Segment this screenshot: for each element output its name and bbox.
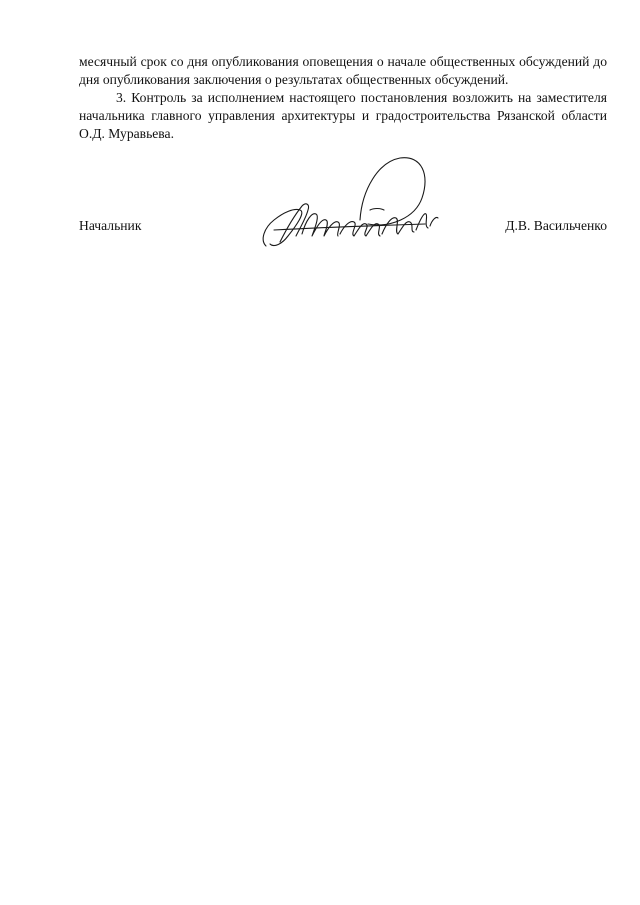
handwritten-signature	[250, 150, 450, 255]
signer-title: Начальник	[79, 218, 142, 233]
signature-block	[79, 217, 607, 237]
document-body	[79, 53, 607, 143]
paragraph-item-3: 3. Контроль за исполнением настоящего постановления возложить на заместителя начальника главного управления архитектуры и градостроительства Рязанской области О.Д. Муравьева.	[79, 90, 607, 141]
signer-name: Д.В. Васильченко	[505, 218, 607, 233]
paragraph-continuation: месячный срок со дня опубликования оповещения о начале общественных обсуждений до дня опубликования заключения о результатах общественных обсуждений.	[79, 54, 607, 87]
